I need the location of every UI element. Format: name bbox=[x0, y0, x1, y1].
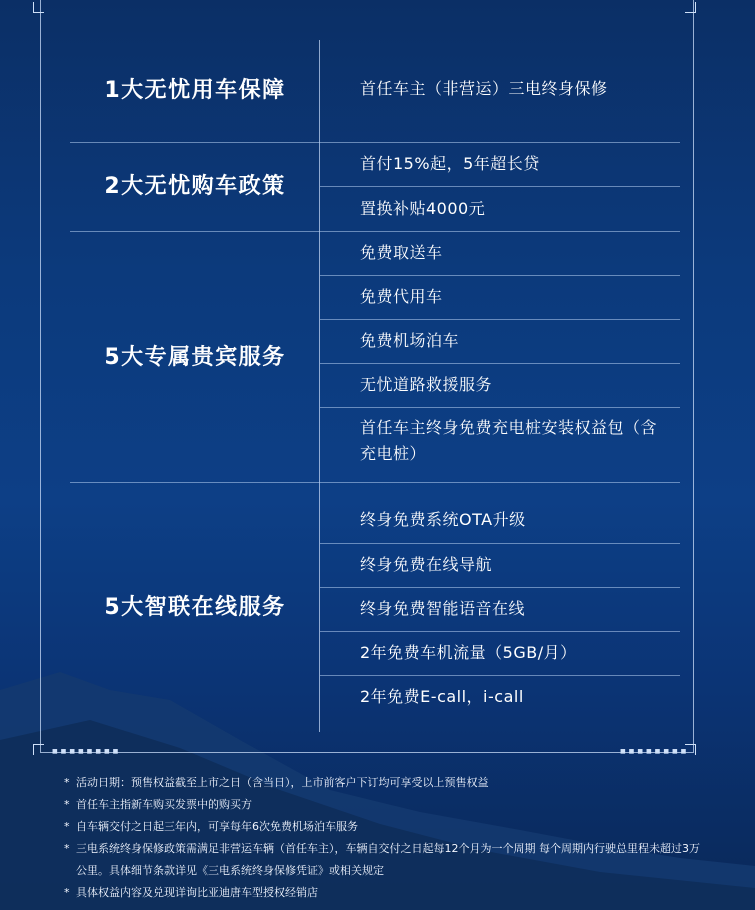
row-divider bbox=[320, 587, 680, 588]
benefit-item: 终身免费系统OTA升级 bbox=[360, 510, 526, 529]
row-divider bbox=[320, 631, 680, 632]
row-divider bbox=[320, 543, 680, 544]
category-title: 2大无忧购车政策 bbox=[104, 174, 286, 199]
benefit-item: 2年免费车机流量（5GB/月） bbox=[360, 643, 577, 662]
footnote: * 自车辆交付之日起三年内，可享每年6次免费机场泊车服务 bbox=[64, 816, 704, 838]
benefit-item: 无忧道路救援服务 bbox=[360, 375, 493, 394]
footnote: * 三电系统终身保修政策需满足非营运车辆（首任车主），车辆自交付之日起每12个月为一个周期 每个周期内行驶总里程未超过3万公里。具体细节条款详见《三电系统终身保修凭证》或相关规定 bbox=[64, 838, 704, 882]
footnote: * 首任车主指新车购买发票中的购买方 bbox=[64, 794, 704, 816]
benefit-item: 免费机场泊车 bbox=[360, 331, 460, 350]
footnote-text: 首任车主指新车购买发票中的购买方 bbox=[76, 798, 252, 811]
benefit-item: 置换补贴4000元 bbox=[360, 199, 486, 218]
decor-dots-left: ■■■■■■■■ bbox=[52, 748, 122, 755]
frame-corner-bottom-left bbox=[33, 744, 44, 755]
row-divider bbox=[320, 275, 680, 276]
frame-corner-top-left bbox=[33, 2, 44, 13]
category-title: 5大专属贵宾服务 bbox=[104, 345, 286, 370]
row-divider bbox=[320, 319, 680, 320]
section-divider bbox=[70, 142, 680, 143]
benefit-item: 首任车主终身免费充电桩安装权益包（含充电桩） bbox=[360, 418, 658, 463]
footnote: * 具体权益内容及兑现详询比亚迪唐车型授权经销店 bbox=[64, 882, 704, 904]
row-divider bbox=[320, 186, 680, 187]
column-divider bbox=[319, 40, 320, 732]
benefit-item: 首任车主（非营运）三电终身保修 bbox=[360, 79, 608, 98]
row-divider bbox=[320, 363, 680, 364]
benefit-item: 2年免费E-call，i-call bbox=[360, 687, 524, 706]
benefit-item: 免费取送车 bbox=[360, 243, 443, 262]
benefit-item: 终身免费智能语音在线 bbox=[360, 599, 526, 618]
footnotes bbox=[64, 772, 704, 904]
footnote-text: 活动日期：预售权益截至上市之日（含当日），上市前客户下订均可享受以上预售权益 bbox=[76, 776, 489, 789]
footnote-text: 三电系统终身保修政策需满足非营运车辆（首任车主），车辆自交付之日起每12个月为一个周期 每个周期内行驶总里程未超过3万公里。具体细节条款详见《三电系统终身保修凭证》或相关规定 bbox=[76, 842, 700, 877]
section-divider bbox=[70, 231, 680, 232]
decor-dots-right: ■■■■■■■■ bbox=[620, 748, 690, 755]
row-divider bbox=[320, 407, 680, 408]
footnote-text: 具体权益内容及兑现详询比亚迪唐车型授权经销店 bbox=[76, 886, 318, 899]
section-divider bbox=[70, 482, 680, 483]
footnote: * 活动日期：预售权益截至上市之日（含当日），上市前客户下订均可享受以上预售权益 bbox=[64, 772, 704, 794]
category-title: 1大无忧用车保障 bbox=[104, 78, 286, 103]
category-title: 5大智联在线服务 bbox=[104, 595, 286, 620]
benefit-item: 终身免费在线导航 bbox=[360, 555, 493, 574]
row-divider bbox=[320, 675, 680, 676]
benefit-item: 首付15%起，5年超长贷 bbox=[360, 154, 540, 173]
footnote-text: 自车辆交付之日起三年内，可享每年6次免费机场泊车服务 bbox=[76, 820, 358, 833]
benefit-item: 免费代用车 bbox=[360, 287, 443, 306]
frame-corner-top-right bbox=[685, 2, 696, 13]
